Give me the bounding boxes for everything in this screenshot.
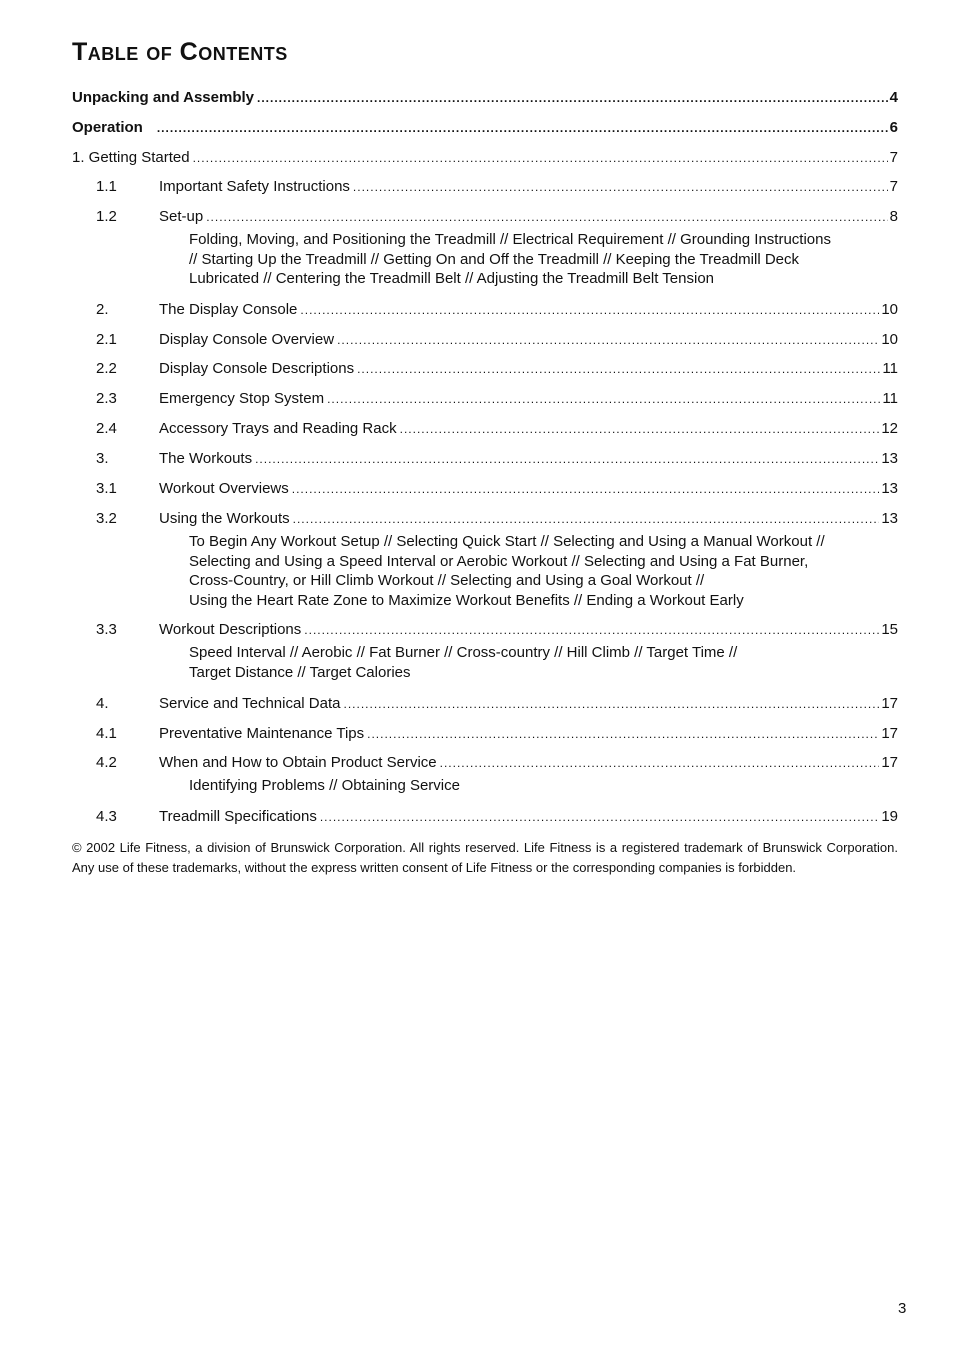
dot-leader: [206, 207, 887, 227]
subtopics: [189, 643, 889, 682]
subtopic-line: Selecting and Using a Speed Interval or Aerobic Workout // Selecting and Using a Fat Burner,: [189, 552, 809, 570]
page-ref: 13: [881, 510, 898, 527]
dot-leader: [353, 177, 888, 197]
copyright-notice: © 2002 Life Fitness, a division of Brunswick Corporation. All rights reserved. Life Fitness is a registered trademark of Brunswick Corporation. Any use of these trademarks, without the express written consent of Life Fitness or the corresponding companies is forbidden.: [72, 840, 898, 875]
toc-entry: [72, 807, 898, 827]
section-number: 3.3: [96, 621, 117, 638]
toc-row: [72, 724, 898, 744]
toc-row: [72, 88, 898, 108]
toc-row: [72, 359, 898, 379]
section-number: 4.2: [96, 754, 117, 771]
section-number: 3.2: [96, 510, 117, 527]
page-title: Table of Contents: [72, 38, 288, 66]
toc-row: [72, 148, 898, 168]
subtopics: [189, 776, 889, 796]
toc-row: [72, 807, 898, 827]
section-title: Workout Descriptions: [159, 621, 302, 638]
toc-row: [72, 330, 898, 350]
toc-row: [72, 509, 898, 529]
page-ref: 17: [881, 725, 898, 742]
subtopic-line: Using the Heart Rate Zone to Maximize Workout Benefits // Ending a Workout Early: [189, 591, 744, 609]
toc-entry: [72, 177, 898, 197]
toc-entry: [72, 753, 898, 796]
subtopic-line: Lubricated // Centering the Treadmill Belt // Adjusting the Treadmill Belt Tension: [189, 270, 715, 287]
subtopic-line: Speed Interval // Aerobic // Fat Burner // Cross-country // Hill Climb // Target Time //: [189, 644, 738, 661]
dot-leader: [292, 479, 880, 499]
toc-row: [72, 449, 898, 469]
section-title: When and How to Obtain Product Service: [159, 754, 437, 771]
section-number: 1.2: [96, 208, 117, 225]
toc-row: [72, 300, 898, 320]
section-number: 2.4: [96, 420, 117, 437]
toc-row: [72, 177, 898, 197]
section-number: 2.1: [96, 331, 117, 348]
section-title: Unpacking and Assembly: [72, 89, 254, 106]
toc-entry: [72, 118, 898, 138]
section-title: Operation: [72, 119, 143, 136]
section-number: 3.: [96, 450, 109, 467]
toc-row: [72, 118, 898, 138]
section-title: The Display Console: [159, 301, 298, 318]
toc-entry: [72, 330, 898, 350]
page-ref: 13: [881, 450, 898, 467]
dot-leader: [367, 724, 879, 744]
toc-entry: [72, 694, 898, 714]
toc-entry: [72, 449, 898, 469]
section-number: 4.: [96, 695, 109, 712]
section-title: Workout Overviews: [159, 480, 289, 497]
page-ref: 8: [889, 208, 898, 225]
subtopic-line: Identifying Problems // Obtaining Service: [189, 777, 460, 794]
subtopic-line: Folding, Moving, and Positioning the Treadmill // Electrical Requirement // Grounding Instructions: [189, 231, 831, 248]
subtopic-line: Cross-Country, or Hill Climb Workout // Selecting and Using a Goal Workout //: [189, 572, 705, 589]
page-ref: 7: [889, 178, 898, 195]
section-title: Important Safety Instructions: [159, 178, 350, 195]
toc-entry: [72, 620, 898, 682]
section-number: 2.3: [96, 390, 117, 407]
section-title: Service and Technical Data: [159, 695, 341, 712]
dot-leader: [257, 88, 888, 108]
page-ref: 11: [882, 390, 898, 407]
toc-entry: [72, 419, 898, 439]
toc-entry: [72, 724, 898, 744]
dot-leader: [300, 300, 879, 320]
subtopics: [189, 532, 889, 610]
dot-leader: [193, 148, 888, 168]
dot-leader: [293, 509, 880, 529]
section-title: Using the Workouts: [159, 510, 290, 527]
subtopic-line: Target Distance // Target Calories: [189, 663, 411, 681]
section-title: 1. Getting Started: [72, 149, 190, 166]
section-title: Treadmill Specifications: [159, 808, 317, 825]
page-ref: 17: [881, 754, 898, 771]
subtopic-line: To Begin Any Workout Setup // Selecting Quick Start // Selecting and Using a Manual Workout //: [189, 533, 825, 550]
page-ref: 11: [882, 360, 898, 377]
dot-leader: [357, 359, 880, 379]
toc-entry: [72, 509, 898, 610]
section-number: 4.3: [96, 808, 117, 825]
section-title: Emergency Stop System: [159, 390, 325, 407]
section-title: Preventative Maintenance Tips: [159, 725, 365, 742]
page-ref: 10: [881, 331, 898, 348]
toc-entry: [72, 88, 898, 108]
page-ref: 12: [881, 420, 898, 437]
section-number: 3.1: [96, 480, 117, 497]
subtopic-line: // Starting Up the Treadmill // Getting On and Off the Treadmill // Keeping the Treadmill Deck: [189, 250, 800, 268]
toc-entry: [72, 389, 898, 409]
page-ref: 6: [889, 119, 898, 136]
subtopics: [189, 230, 889, 289]
dot-leader: [157, 118, 888, 138]
section-number: 1.1: [96, 178, 117, 195]
toc-row: [72, 620, 898, 640]
page-ref: 7: [889, 149, 898, 166]
toc-row: [72, 694, 898, 714]
dot-leader: [327, 389, 880, 409]
toc-row: [72, 753, 898, 773]
toc-entry: [72, 479, 898, 499]
toc-entry: [72, 207, 898, 289]
dot-leader: [255, 449, 879, 469]
page-ref: 15: [881, 621, 898, 638]
dot-leader: [344, 694, 880, 714]
toc-entry: [72, 148, 898, 168]
page-number: 3: [898, 1300, 907, 1317]
page-ref: 13: [881, 480, 898, 497]
section-title: Accessory Trays and Reading Rack: [159, 420, 397, 437]
dot-leader: [440, 753, 880, 773]
page-ref: 19: [881, 808, 898, 825]
page-ref: 17: [881, 695, 898, 712]
toc-entry: [72, 300, 898, 320]
dot-leader: [320, 807, 879, 827]
page-ref: 4: [889, 89, 898, 106]
section-title: Set-up: [159, 208, 204, 225]
toc-entry: [72, 359, 898, 379]
section-title: Display Console Overview: [159, 331, 335, 348]
dot-leader: [400, 419, 880, 439]
toc-row: [72, 479, 898, 499]
toc-row: [72, 207, 898, 227]
page-ref: 10: [881, 301, 898, 318]
section-number: 4.1: [96, 725, 117, 742]
dot-leader: [337, 330, 879, 350]
section-title: Display Console Descriptions: [159, 360, 355, 377]
dot-leader: [304, 620, 879, 640]
toc-row: [72, 419, 898, 439]
toc-row: [72, 389, 898, 409]
section-title: The Workouts: [159, 450, 253, 467]
section-number: 2.: [96, 301, 109, 318]
section-number: 2.2: [96, 360, 117, 377]
